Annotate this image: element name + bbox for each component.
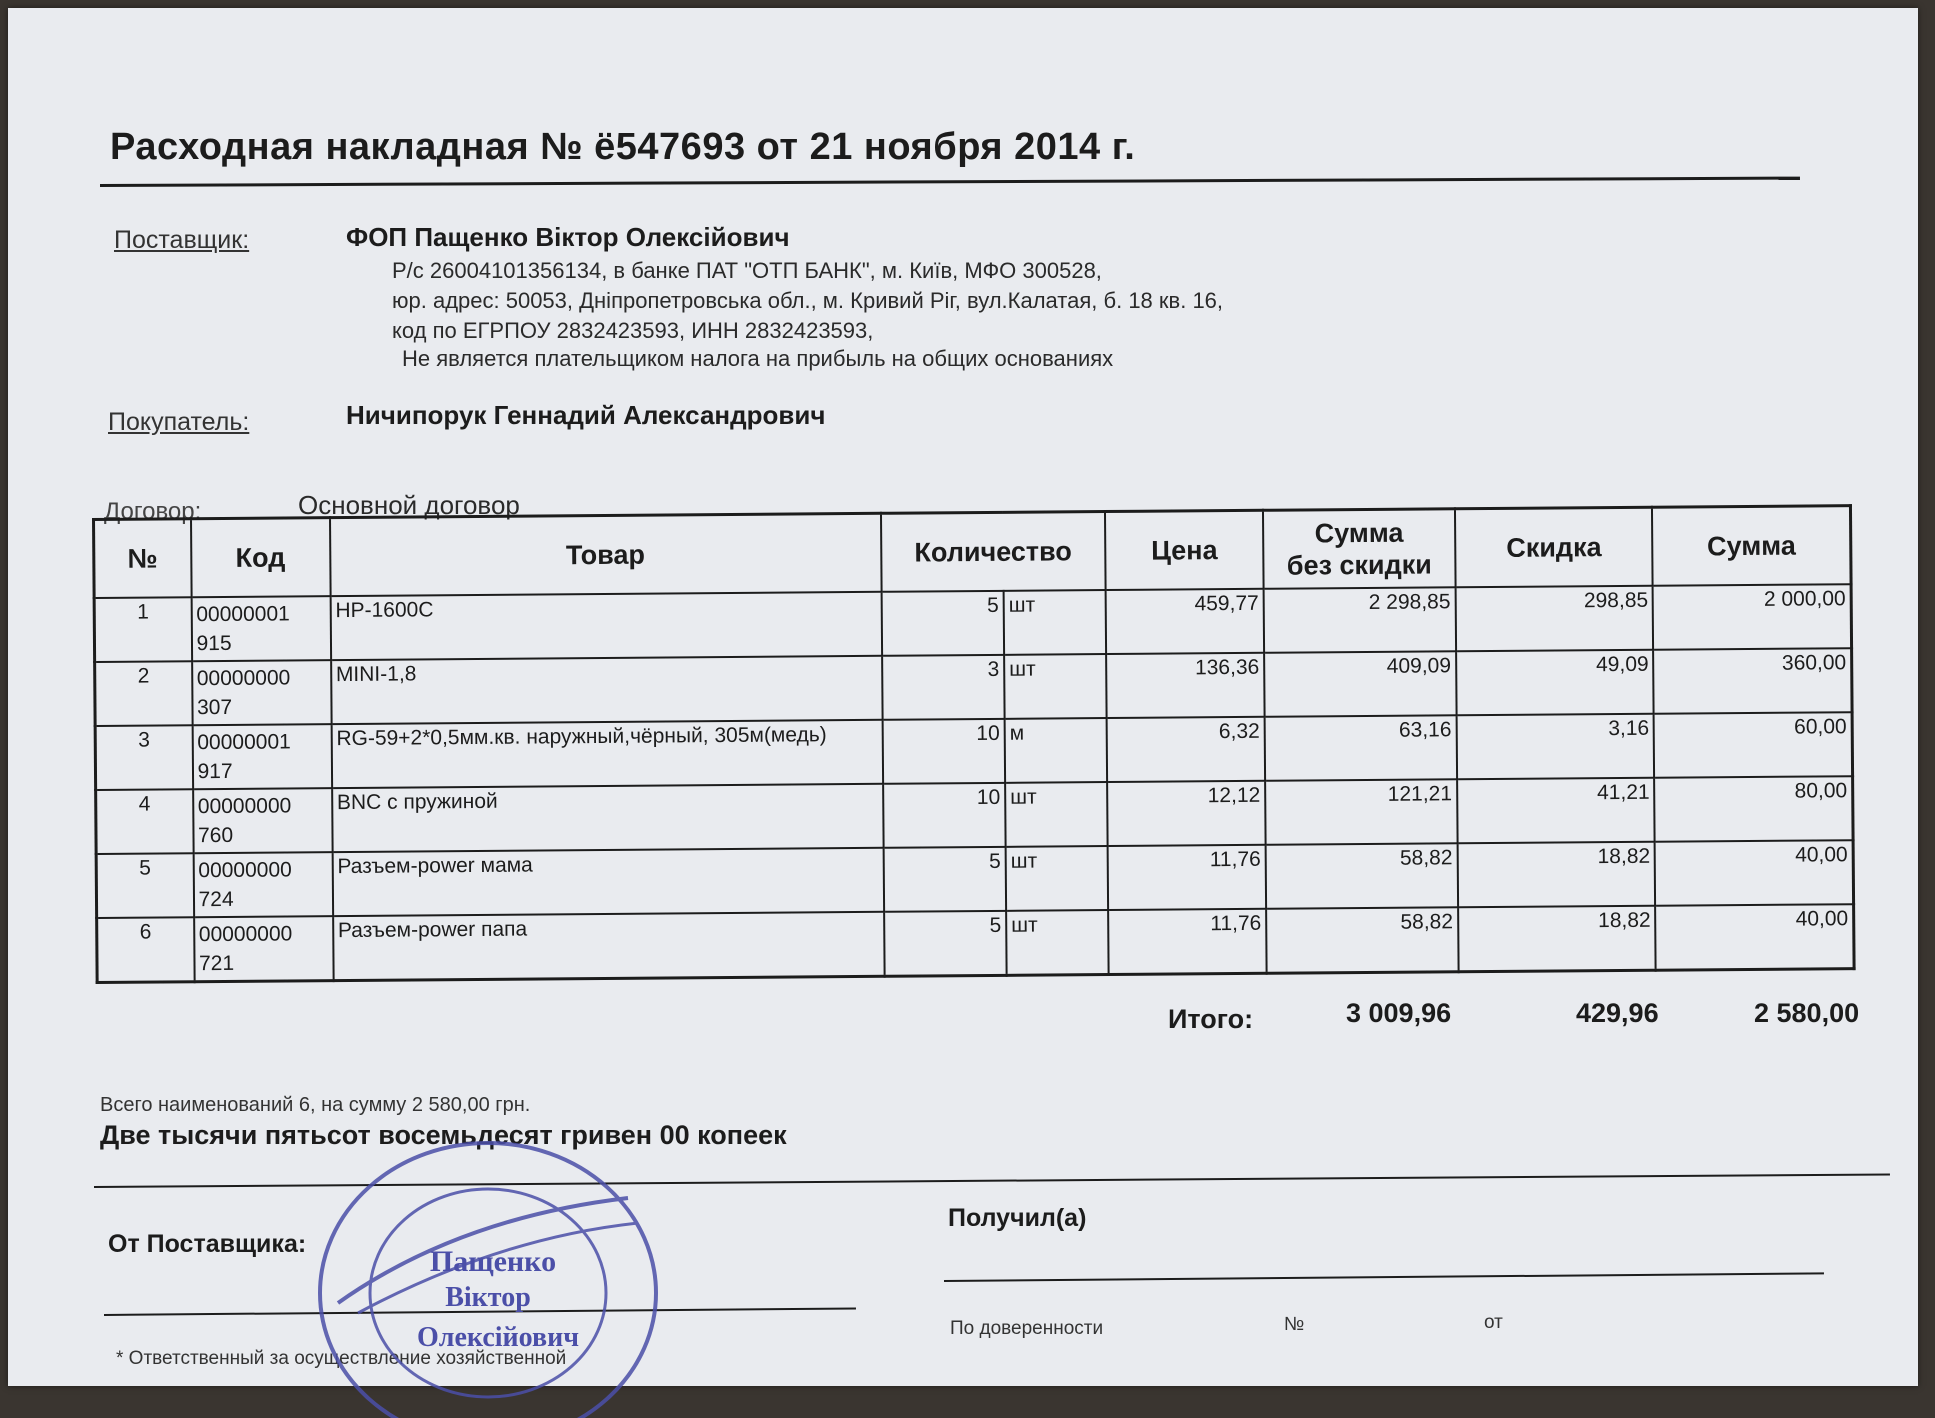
row-sum: 40,00 <box>1656 904 1855 970</box>
row-code <box>194 916 334 982</box>
title-underline <box>100 177 1800 187</box>
row-no: 5 <box>96 853 194 918</box>
row-sum: 2 000,00 <box>1653 584 1852 650</box>
row-no: 2 <box>95 661 193 726</box>
row-sum: 60,00 <box>1654 712 1853 778</box>
row-no: 3 <box>95 725 193 790</box>
supplier-name: ФОП Пащенко Віктор Олексійович <box>346 222 790 252</box>
row-price: 12,12 <box>1107 781 1265 846</box>
row-discount: 18,82 <box>1457 842 1655 908</box>
row-qty: 10 <box>882 719 1005 784</box>
row-sum-no-discount: 409,09 <box>1264 651 1456 717</box>
row-code <box>193 788 333 853</box>
row-code-part-2: 724 <box>198 887 234 912</box>
totals-label: Итого: <box>1168 1004 1254 1034</box>
row-price: 11,76 <box>1108 845 1266 910</box>
row-code-part-1: 00000000 <box>198 922 293 947</box>
row-unit: шт <box>1005 782 1108 847</box>
row-item: BNC с пружиной <box>332 784 883 852</box>
row-code <box>192 724 332 789</box>
row-no: 4 <box>96 789 194 854</box>
row-item: HP-1600C <box>330 592 881 660</box>
supplier-line-2: юр. адрес: 50053, Дніпропетровська обл., м. Кривий Ріг, вул.Калатая, б. 18 кв. 16, <box>392 288 1224 313</box>
row-code-part-2: 307 <box>196 695 233 720</box>
row-unit: м <box>1005 718 1108 783</box>
proxy-label: По доверенности <box>950 1318 1104 1339</box>
header-code: Код <box>191 518 331 598</box>
row-code <box>193 852 333 917</box>
buyer-name: Ничипорук Геннадий Александрович <box>346 400 826 430</box>
row-discount: 41,21 <box>1457 778 1655 844</box>
row-code <box>192 660 332 725</box>
row-code-part-1: 00000001 <box>197 730 291 755</box>
row-no: 1 <box>94 597 192 662</box>
table-row <box>97 904 1854 982</box>
row-item: Разъем-power папа <box>333 912 884 981</box>
row-sum-no-discount: 2 298,85 <box>1264 587 1456 653</box>
items-table <box>92 504 1856 984</box>
row-price: 459,77 <box>1106 589 1264 654</box>
row-sum: 80,00 <box>1655 776 1854 842</box>
total-sum: 2 580,00 <box>1754 998 1860 1028</box>
row-discount: 18,82 <box>1458 906 1656 972</box>
row-code-part-1: 00000000 <box>197 794 292 819</box>
row-price: 136,36 <box>1106 653 1264 718</box>
header-price: Цена <box>1105 510 1264 590</box>
row-sum: 360,00 <box>1654 648 1853 714</box>
proxy-number-label: № <box>1284 1314 1305 1335</box>
from-supplier-label: От Поставщика: <box>108 1230 307 1258</box>
supplier-line-4: Не является плательщиком налога на прибыль на общих основаниях <box>402 346 1114 371</box>
row-code <box>191 596 331 661</box>
row-qty: 3 <box>882 655 1005 720</box>
header-sum-no-discount <box>1263 509 1455 589</box>
row-no: 6 <box>97 917 195 982</box>
supplier-line-1: Р/с 26004101356134, в банке ПАТ "ОТП БАНК", м. Київ, МФО 300528, <box>392 258 1102 283</box>
buyer-label: Покупатель: <box>108 408 250 436</box>
seal-stamp <box>298 1128 678 1418</box>
header-no: № <box>94 519 192 598</box>
header-sum-no-discount-line-2: без скидки <box>1286 549 1432 581</box>
row-sum: 40,00 <box>1655 840 1854 906</box>
row-discount: 49,09 <box>1456 650 1654 716</box>
received-label: Получил(а) <box>948 1204 1087 1232</box>
row-item: RG-59+2*0,5мм.кв. наружный,чёрный, 305м(медь) <box>331 720 882 788</box>
row-qty: 5 <box>883 847 1006 912</box>
row-qty: 5 <box>884 911 1007 976</box>
row-price: 11,76 <box>1108 909 1266 975</box>
header-qty: Количество <box>881 512 1106 592</box>
row-discount: 3,16 <box>1456 714 1654 780</box>
row-qty: 5 <box>881 591 1004 656</box>
row-code-part-2: 721 <box>198 951 235 976</box>
items-summary: Всего наименований 6, на сумму 2 580,00 грн. <box>100 1094 531 1116</box>
row-price: 6,32 <box>1107 717 1265 782</box>
row-sum-no-discount: 58,82 <box>1266 907 1458 973</box>
invoice-title: Расходная накладная № ё547693 от 21 ноября 2014 г. <box>110 126 1136 168</box>
row-code-part-1: 00000000 <box>196 666 291 691</box>
contract-label: Договор: <box>104 498 202 525</box>
row-unit: шт <box>1006 846 1109 911</box>
row-sum-no-discount: 58,82 <box>1266 843 1458 909</box>
row-code-part-1: 00000001 <box>196 602 290 627</box>
row-unit: шт <box>1004 654 1107 719</box>
row-sum-no-discount: 63,16 <box>1265 715 1457 781</box>
seal-text-line-1: Пащенко <box>429 1245 557 1278</box>
seal-text-line-2: Віктор <box>445 1282 531 1313</box>
header-item: Товар <box>330 513 882 596</box>
row-unit: шт <box>1004 590 1107 655</box>
row-code-part-2: 915 <box>196 631 232 656</box>
row-code-part-2: 760 <box>197 823 234 848</box>
total-sum-no-discount: 3 009,96 <box>1346 998 1452 1028</box>
row-qty: 10 <box>883 783 1006 848</box>
row-unit: шт <box>1006 910 1109 975</box>
contract-value: Основной договор <box>298 490 520 520</box>
row-code-part-1: 00000000 <box>198 858 292 883</box>
receiver-signature-line <box>944 1272 1824 1282</box>
total-discount: 429,96 <box>1576 998 1659 1028</box>
header-sum-no-discount-line-1: Сумма <box>1314 517 1404 549</box>
supplier-line-3: код по ЕГРПОУ 2832423593, ИНН 2832423593, <box>392 318 874 343</box>
row-item: MINI-1,8 <box>331 656 882 724</box>
header-sum: Сумма <box>1652 506 1851 586</box>
seal-text-line-3: Олексійович <box>416 1322 580 1353</box>
row-code-part-2: 917 <box>197 759 233 784</box>
proxy-date-label: от <box>1484 1312 1503 1333</box>
table-header-row <box>94 506 1852 598</box>
supplier-label: Поставщик: <box>114 226 250 254</box>
header-discount: Скидка <box>1455 507 1653 587</box>
amount-in-words: Две тысячи пятьсот восемьдесят гривен 00 копеек <box>100 1120 787 1150</box>
responsible-note: * Ответственный за осуществление хозяйственной <box>116 1348 567 1369</box>
row-item: Разъем-power мама <box>332 848 883 916</box>
invoice-paper <box>8 8 1918 1386</box>
row-sum-no-discount: 121,21 <box>1265 779 1457 845</box>
row-discount: 298,85 <box>1455 586 1653 652</box>
